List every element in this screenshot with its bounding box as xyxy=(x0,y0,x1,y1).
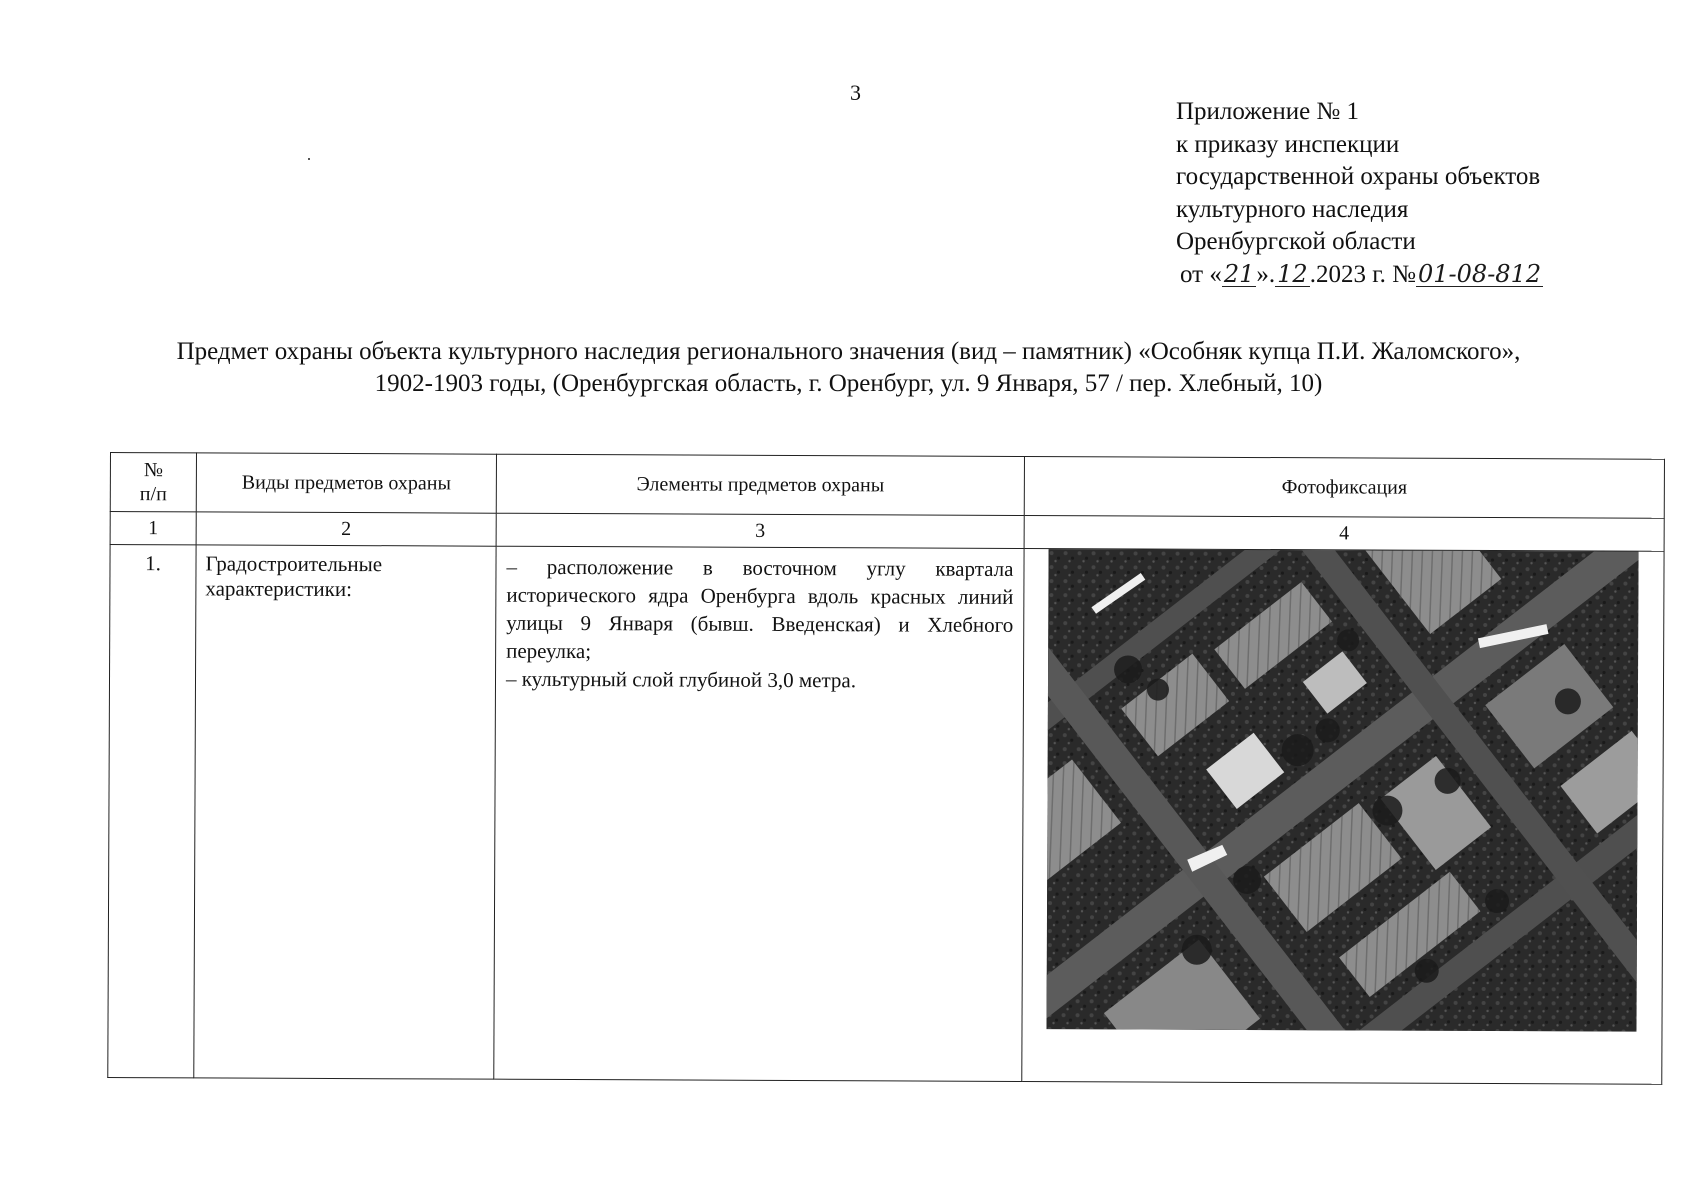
appendix-line: к приказу инспекции xyxy=(1176,130,1400,158)
year-text: .2023 г. № xyxy=(1309,260,1416,288)
column-number: 1 xyxy=(110,512,196,545)
element-item: – расположение в восточном углу квартала исторического ядра Оренбурга вдоль красных линий улицы 9 Января (бывш. Введенская) и Хлебного переулка; xyxy=(506,554,1014,664)
handwritten-month: 12 xyxy=(1277,259,1308,288)
handwritten-order-number: 01-08-812 xyxy=(1418,259,1542,288)
header-kind: Виды предметов охраны xyxy=(196,453,496,513)
appendix-line: государственной охраны объектов xyxy=(1176,163,1541,190)
page-number: 3 xyxy=(850,80,861,105)
title-line: Предмет охраны объекта культурного наследия регионального значения (вид – памятник) «Особняк купца П.И. Жаломского», xyxy=(176,338,1521,365)
header-photo: Фотофиксация xyxy=(1024,456,1664,518)
column-number: 4 xyxy=(1024,515,1664,551)
order-date-line xyxy=(1180,259,1543,292)
row-kind: Градостроительные характеристики: xyxy=(194,545,496,1079)
table-header-row xyxy=(110,453,1664,519)
date-prefix: от « xyxy=(1180,260,1222,288)
document-title xyxy=(60,336,1637,400)
date-mid: ». xyxy=(1256,260,1276,288)
protection-table xyxy=(107,452,1665,1085)
aerial-photo xyxy=(1046,549,1638,1032)
header-number xyxy=(110,453,196,512)
header-number-symbol: № xyxy=(143,459,164,482)
scan-speck xyxy=(308,158,310,160)
appendix-block xyxy=(1176,96,1543,291)
column-number: 3 xyxy=(496,513,1024,548)
row-photo xyxy=(1022,548,1664,1084)
row-number: 1. xyxy=(108,545,196,1078)
appendix-line: Оренбургской области xyxy=(1176,228,1416,255)
aerial-photo-image xyxy=(1046,549,1638,1032)
appendix-line: Приложение № 1 xyxy=(1176,98,1360,125)
title-line: 1902-1903 годы, (Оренбургская область, г. Оренбург, ул. 9 Января, 57 / пер. Хлебный, 10) xyxy=(374,370,1323,397)
handwritten-day: 21 xyxy=(1223,259,1255,288)
column-number: 2 xyxy=(196,512,496,546)
element-item: – культурный слой глубиной 3,0 метра. xyxy=(505,666,857,693)
row-elements xyxy=(494,546,1024,1081)
header-number-abbr: п/п xyxy=(139,483,167,506)
appendix-line: культурного наследия xyxy=(1176,195,1409,223)
header-elements: Элементы предметов охраны xyxy=(496,454,1024,515)
table-row xyxy=(108,545,1664,1085)
